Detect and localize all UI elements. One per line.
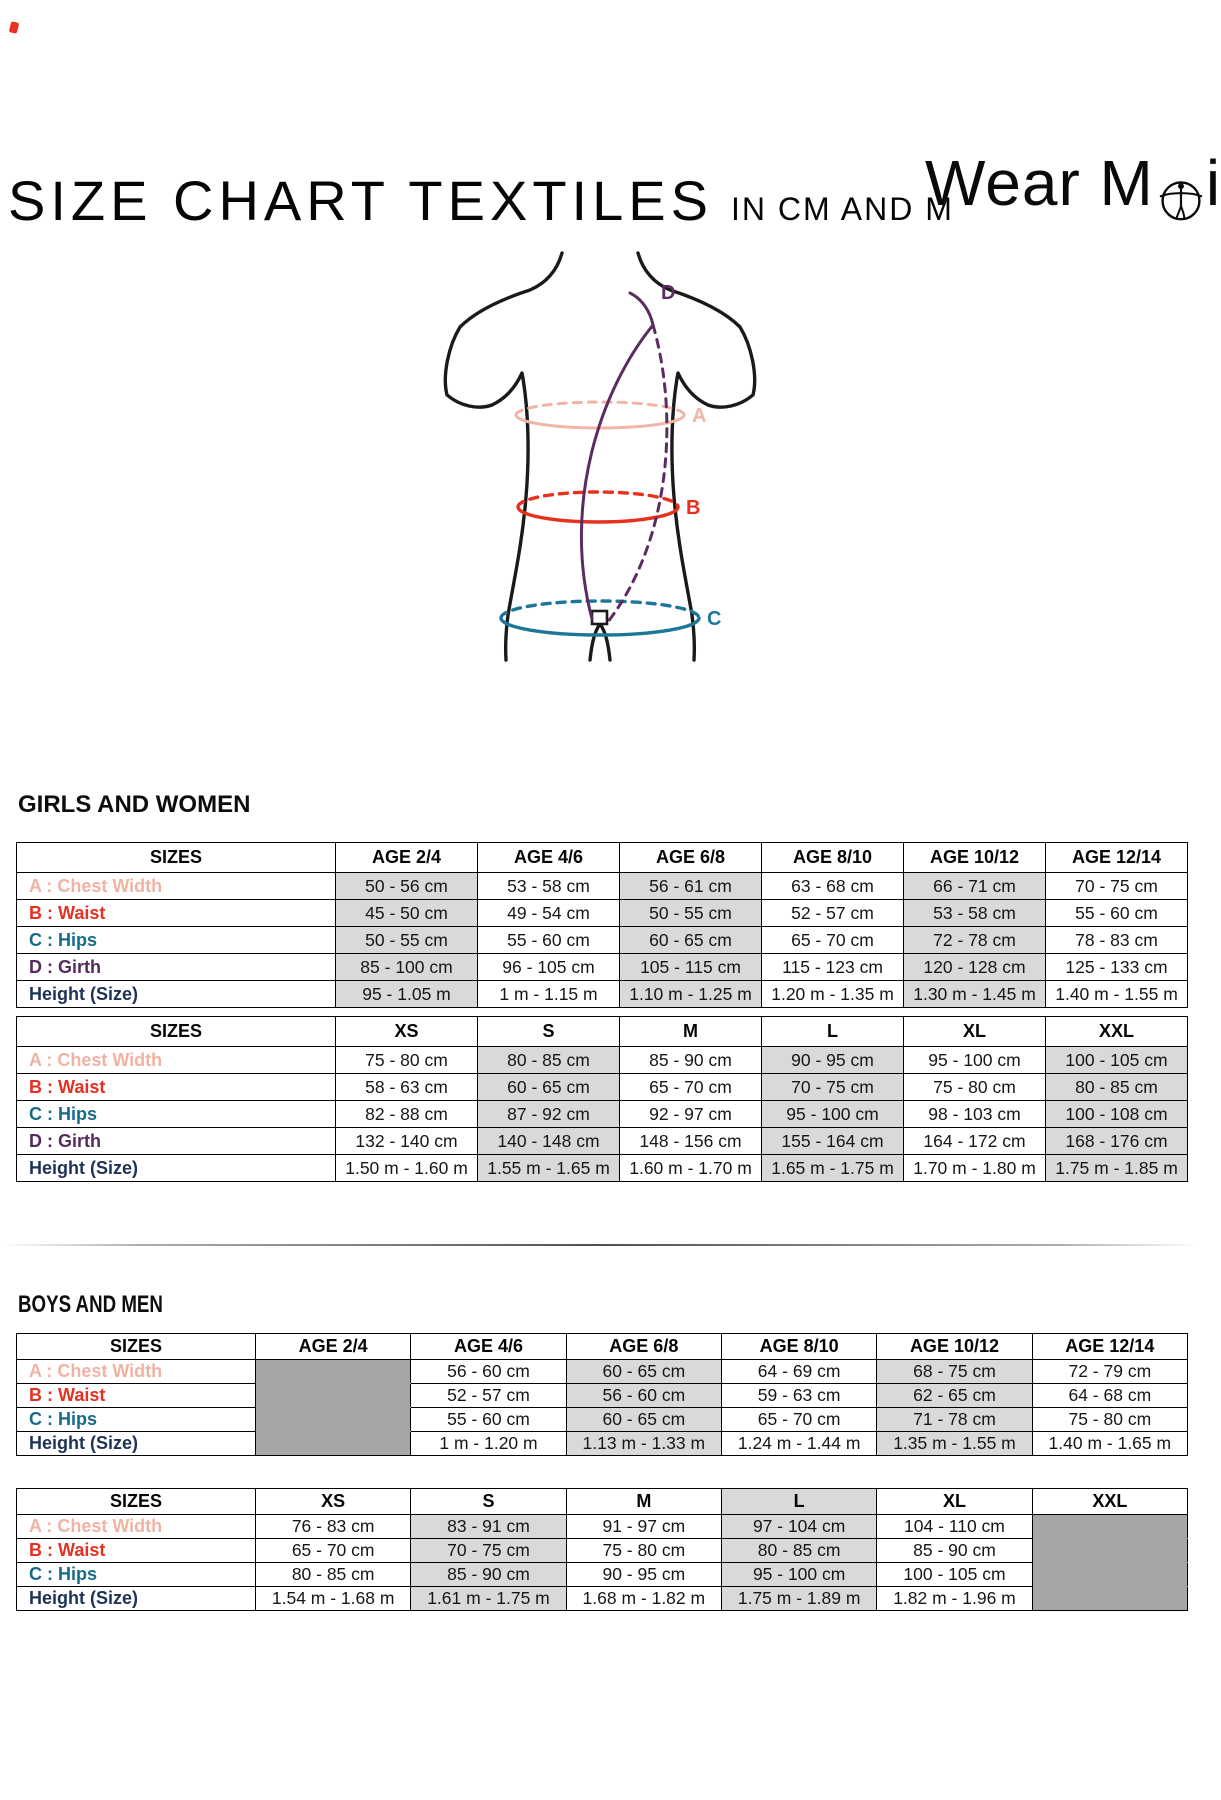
table-cell: 1 m - 1.20 m xyxy=(411,1432,566,1456)
col-header: AGE 6/8 xyxy=(566,1334,721,1360)
col-header-sizes: SIZES xyxy=(17,1017,336,1047)
row-label-waist: B : Waist xyxy=(17,1384,256,1408)
header-row xyxy=(17,843,1188,873)
row-label-height: Height (Size) xyxy=(17,981,336,1008)
table-cell: 65 - 70 cm xyxy=(762,927,904,954)
row-label-chest: A : Chest Width xyxy=(17,873,336,900)
table-cell: 91 - 97 cm xyxy=(566,1515,721,1539)
table-cell: 75 - 80 cm xyxy=(904,1074,1046,1101)
table-cell: 80 - 85 cm xyxy=(478,1047,620,1074)
table-cell: 53 - 58 cm xyxy=(478,873,620,900)
table-cell: 164 - 172 cm xyxy=(904,1128,1046,1155)
table-cell: 45 - 50 cm xyxy=(336,900,478,927)
table-cell: 1.75 m - 1.85 m xyxy=(1046,1155,1188,1182)
table-cell: 120 - 128 cm xyxy=(904,954,1046,981)
table-cell: 155 - 164 cm xyxy=(762,1128,904,1155)
table-cell: 53 - 58 cm xyxy=(904,900,1046,927)
table-cell: 50 - 56 cm xyxy=(336,873,478,900)
row-label-waist: B : Waist xyxy=(17,1539,256,1563)
table-cell: 105 - 115 cm xyxy=(620,954,762,981)
table-cell: 65 - 70 cm xyxy=(256,1539,411,1563)
col-header: AGE 2/4 xyxy=(336,843,478,873)
table-row xyxy=(17,1128,1188,1155)
table-cell: 1.35 m - 1.55 m xyxy=(877,1432,1032,1456)
table-row xyxy=(17,1047,1188,1074)
table-cell: 1.68 m - 1.82 m xyxy=(566,1587,721,1611)
row-label-chest: A : Chest Width xyxy=(17,1047,336,1074)
table-cell: 125 - 133 cm xyxy=(1046,954,1188,981)
col-header: S xyxy=(478,1017,620,1047)
red-mark xyxy=(9,21,19,34)
table-cell: 1.55 m - 1.65 m xyxy=(478,1155,620,1182)
table-cell xyxy=(256,1408,411,1432)
table-cell: 1.30 m - 1.45 m xyxy=(904,981,1046,1008)
girth-loop-shoulder xyxy=(630,293,653,325)
table-cell: 70 - 75 cm xyxy=(762,1074,904,1101)
table-cell: 60 - 65 cm xyxy=(620,927,762,954)
table-cell: 72 - 78 cm xyxy=(904,927,1046,954)
table-row xyxy=(17,873,1188,900)
table-cell: 100 - 105 cm xyxy=(1046,1047,1188,1074)
table-row xyxy=(17,1563,1188,1587)
table-cell: 115 - 123 cm xyxy=(762,954,904,981)
table-cell: 1.20 m - 1.35 m xyxy=(762,981,904,1008)
section-heading-girls-women: GIRLS AND WOMEN xyxy=(18,791,251,818)
table-cell: 92 - 97 cm xyxy=(620,1101,762,1128)
table-cell: 168 - 176 cm xyxy=(1046,1128,1188,1155)
col-header: AGE 10/12 xyxy=(904,843,1046,873)
table-cell: 85 - 100 cm xyxy=(336,954,478,981)
torso-outline-left xyxy=(445,253,562,660)
table-row xyxy=(17,1074,1188,1101)
table-cell: 100 - 108 cm xyxy=(1046,1101,1188,1128)
row-label-chest: A : Chest Width xyxy=(17,1515,256,1539)
girls-ages-table xyxy=(16,842,1188,1008)
table-cell xyxy=(256,1384,411,1408)
table-cell: 49 - 54 cm xyxy=(478,900,620,927)
girth-loop-front xyxy=(581,325,653,619)
brand-logo-text-right: i xyxy=(1205,147,1221,219)
row-label-girth: D : Girth xyxy=(17,954,336,981)
table-row xyxy=(17,1101,1188,1128)
col-header-sizes: SIZES xyxy=(17,1489,256,1515)
table-cell: 78 - 83 cm xyxy=(1046,927,1188,954)
waist-ellipse-front xyxy=(518,507,678,522)
inner-legs-outline xyxy=(590,624,610,660)
table-cell: 95 - 100 cm xyxy=(904,1047,1046,1074)
col-header-sizes: SIZES xyxy=(17,843,336,873)
table-cell: 90 - 95 cm xyxy=(566,1563,721,1587)
table-cell: 1.50 m - 1.60 m xyxy=(336,1155,478,1182)
table-cell xyxy=(256,1432,411,1456)
body-measurement-diagram xyxy=(440,235,770,660)
girth-loop-back xyxy=(607,325,667,623)
col-header: XXL xyxy=(1046,1017,1188,1047)
row-label-hips: C : Hips xyxy=(17,1563,256,1587)
table-cell: 64 - 68 cm xyxy=(1032,1384,1187,1408)
table-cell xyxy=(1032,1587,1187,1611)
table-cell xyxy=(256,1360,411,1384)
page-header xyxy=(8,168,954,233)
row-label-height: Height (Size) xyxy=(17,1155,336,1182)
table-cell: 104 - 110 cm xyxy=(877,1515,1032,1539)
row-label-chest: A : Chest Width xyxy=(17,1360,256,1384)
table-cell: 1.60 m - 1.70 m xyxy=(620,1155,762,1182)
table-row xyxy=(17,900,1188,927)
boys-ages-table xyxy=(16,1333,1188,1456)
col-header: AGE 10/12 xyxy=(877,1334,1032,1360)
table-cell: 90 - 95 cm xyxy=(762,1047,904,1074)
brand-logo xyxy=(925,146,1221,220)
table-row xyxy=(17,1408,1188,1432)
table-cell: 52 - 57 cm xyxy=(411,1384,566,1408)
table-row xyxy=(17,1155,1188,1182)
page-title: SIZE CHART TEXTILES xyxy=(8,169,713,232)
table-cell: 80 - 85 cm xyxy=(1046,1074,1188,1101)
table-row xyxy=(17,1587,1188,1611)
col-header-sizes: SIZES xyxy=(17,1334,256,1360)
table-cell: 70 - 75 cm xyxy=(1046,873,1188,900)
table-cell: 59 - 63 cm xyxy=(721,1384,876,1408)
table-cell: 83 - 91 cm xyxy=(411,1515,566,1539)
table-cell: 55 - 60 cm xyxy=(478,927,620,954)
table-cell: 70 - 75 cm xyxy=(411,1539,566,1563)
table-cell: 60 - 65 cm xyxy=(566,1408,721,1432)
table-cell: 85 - 90 cm xyxy=(411,1563,566,1587)
row-label-waist: B : Waist xyxy=(17,900,336,927)
section-heading-boys-men: BOYS AND MEN xyxy=(18,1291,163,1318)
header-row xyxy=(17,1017,1188,1047)
table-cell: 58 - 63 cm xyxy=(336,1074,478,1101)
boys-sizes-table xyxy=(16,1488,1188,1611)
table-row xyxy=(17,1432,1188,1456)
chest-ellipse-back xyxy=(516,402,684,415)
label-waist-b: B xyxy=(686,497,701,519)
col-header: XS xyxy=(336,1017,478,1047)
table-cell: 1.54 m - 1.68 m xyxy=(256,1587,411,1611)
torso-outline-right xyxy=(638,253,755,660)
table-cell: 71 - 78 cm xyxy=(877,1408,1032,1432)
table-cell: 52 - 57 cm xyxy=(762,900,904,927)
table-cell: 50 - 55 cm xyxy=(620,900,762,927)
row-label-hips: C : Hips xyxy=(17,1408,256,1432)
table-cell: 75 - 80 cm xyxy=(566,1539,721,1563)
col-header: AGE 4/6 xyxy=(478,843,620,873)
table-cell: 1 m - 1.15 m xyxy=(478,981,620,1008)
girls-sizes-table xyxy=(16,1016,1188,1182)
header-row xyxy=(17,1489,1188,1515)
row-label-waist: B : Waist xyxy=(17,1074,336,1101)
table-cell: 98 - 103 cm xyxy=(904,1101,1046,1128)
table-cell: 1.10 m - 1.25 m xyxy=(620,981,762,1008)
table-cell: 82 - 88 cm xyxy=(336,1101,478,1128)
table-cell xyxy=(1032,1539,1187,1563)
table-cell: 50 - 55 cm xyxy=(336,927,478,954)
table-cell: 100 - 105 cm xyxy=(877,1563,1032,1587)
col-header: AGE 4/6 xyxy=(411,1334,566,1360)
table-cell: 95 - 100 cm xyxy=(721,1563,876,1587)
col-header: AGE 8/10 xyxy=(721,1334,876,1360)
girth-strap xyxy=(592,611,607,624)
table-row xyxy=(17,1384,1188,1408)
table-cell: 95 - 100 cm xyxy=(762,1101,904,1128)
table-cell: 56 - 60 cm xyxy=(411,1360,566,1384)
table-cell: 65 - 70 cm xyxy=(721,1408,876,1432)
table-cell: 132 - 140 cm xyxy=(336,1128,478,1155)
col-header: XL xyxy=(904,1017,1046,1047)
table-cell: 80 - 85 cm xyxy=(721,1539,876,1563)
header-row xyxy=(17,1334,1188,1360)
row-label-girth: D : Girth xyxy=(17,1128,336,1155)
table-cell: 85 - 90 cm xyxy=(877,1539,1032,1563)
table-cell: 72 - 79 cm xyxy=(1032,1360,1187,1384)
table-row xyxy=(17,927,1188,954)
col-header: M xyxy=(620,1017,762,1047)
table-cell: 1.70 m - 1.80 m xyxy=(904,1155,1046,1182)
table-row xyxy=(17,954,1188,981)
row-label-height: Height (Size) xyxy=(17,1432,256,1456)
table-cell: 75 - 80 cm xyxy=(336,1047,478,1074)
table-cell: 62 - 65 cm xyxy=(877,1384,1032,1408)
col-header: XXL xyxy=(1032,1489,1187,1515)
table-row xyxy=(17,1539,1188,1563)
table-row xyxy=(17,1515,1188,1539)
brand-logo-text-left: Wear M xyxy=(925,147,1154,219)
table-cell: 1.24 m - 1.44 m xyxy=(721,1432,876,1456)
col-header: XL xyxy=(877,1489,1032,1515)
table-cell: 1.75 m - 1.89 m xyxy=(721,1587,876,1611)
table-cell: 1.61 m - 1.75 m xyxy=(411,1587,566,1611)
col-header: L xyxy=(762,1017,904,1047)
table-cell: 1.40 m - 1.55 m xyxy=(1046,981,1188,1008)
table-cell: 75 - 80 cm xyxy=(1032,1408,1187,1432)
ballerina-circle-icon xyxy=(1158,176,1204,222)
table-cell: 140 - 148 cm xyxy=(478,1128,620,1155)
waist-ellipse-back xyxy=(518,492,678,507)
label-hips-c: C xyxy=(707,608,722,630)
table-cell: 96 - 105 cm xyxy=(478,954,620,981)
table-cell: 56 - 60 cm xyxy=(566,1384,721,1408)
table-cell: 65 - 70 cm xyxy=(620,1074,762,1101)
table-cell: 64 - 69 cm xyxy=(721,1360,876,1384)
table-cell: 76 - 83 cm xyxy=(256,1515,411,1539)
table-cell: 1.40 m - 1.65 m xyxy=(1032,1432,1187,1456)
page-subtitle: IN CM AND M xyxy=(730,191,954,227)
row-label-hips: C : Hips xyxy=(17,1101,336,1128)
label-chest-a: A xyxy=(692,405,707,427)
table-cell: 60 - 65 cm xyxy=(566,1360,721,1384)
row-label-height: Height (Size) xyxy=(17,1587,256,1611)
table-cell: 95 - 1.05 m xyxy=(336,981,478,1008)
col-header: AGE 12/14 xyxy=(1032,1334,1187,1360)
table-cell: 80 - 85 cm xyxy=(256,1563,411,1587)
col-header: S xyxy=(411,1489,566,1515)
table-cell xyxy=(1032,1563,1187,1587)
table-cell: 1.65 m - 1.75 m xyxy=(762,1155,904,1182)
label-girth-d: D xyxy=(661,282,676,304)
table-row xyxy=(17,981,1188,1008)
table-cell xyxy=(1032,1515,1187,1539)
col-header: AGE 2/4 xyxy=(256,1334,411,1360)
col-header: M xyxy=(566,1489,721,1515)
table-cell: 55 - 60 cm xyxy=(1046,900,1188,927)
table-cell: 1.13 m - 1.33 m xyxy=(566,1432,721,1456)
table-row xyxy=(17,1360,1188,1384)
table-cell: 148 - 156 cm xyxy=(620,1128,762,1155)
col-header: AGE 8/10 xyxy=(762,843,904,873)
col-header: AGE 12/14 xyxy=(1046,843,1188,873)
table-cell: 66 - 71 cm xyxy=(904,873,1046,900)
table-cell: 63 - 68 cm xyxy=(762,873,904,900)
table-cell: 1.82 m - 1.96 m xyxy=(877,1587,1032,1611)
table-cell: 60 - 65 cm xyxy=(478,1074,620,1101)
table-cell: 56 - 61 cm xyxy=(620,873,762,900)
section-divider xyxy=(0,1244,1200,1246)
col-header: AGE 6/8 xyxy=(620,843,762,873)
row-label-hips: C : Hips xyxy=(17,927,336,954)
table-cell: 85 - 90 cm xyxy=(620,1047,762,1074)
table-cell: 97 - 104 cm xyxy=(721,1515,876,1539)
table-cell: 55 - 60 cm xyxy=(411,1408,566,1432)
col-header: XS xyxy=(256,1489,411,1515)
table-cell: 87 - 92 cm xyxy=(478,1101,620,1128)
table-cell: 68 - 75 cm xyxy=(877,1360,1032,1384)
col-header: L xyxy=(721,1489,876,1515)
